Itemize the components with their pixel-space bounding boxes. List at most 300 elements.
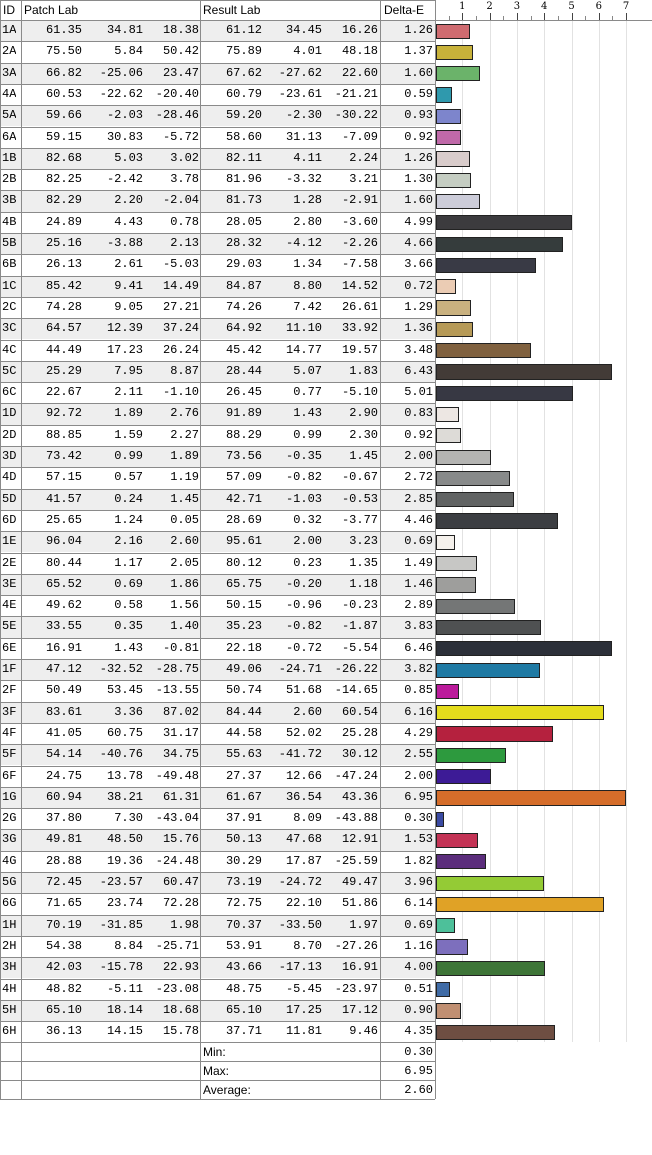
patch-lab-value: 15.76 — [162, 832, 199, 847]
summary-divider — [0, 1099, 435, 1100]
delta-e-value: 3.82 — [404, 662, 433, 676]
row-divider — [0, 680, 435, 681]
result-lab-value: -0.72 — [285, 640, 322, 655]
patch-lab-value: 1.98 — [170, 917, 199, 932]
row-divider — [0, 212, 435, 213]
row-divider — [0, 169, 435, 170]
patch-lab-value: 25.16 — [45, 236, 82, 250]
patch-lab-value: -24.48 — [155, 853, 199, 868]
row-divider — [0, 382, 435, 383]
result-lab-value: 16.26 — [341, 23, 378, 37]
summary-value: 0.30 — [404, 1045, 433, 1060]
row-divider — [0, 957, 435, 958]
delta-e-value: 0.69 — [404, 917, 433, 932]
row-id: 5C — [2, 363, 17, 378]
result-lab-value: 30.12 — [341, 747, 378, 762]
patch-lab-value: 2.11 — [114, 385, 143, 400]
result-lab-value: 1.45 — [349, 449, 378, 463]
row-divider — [0, 638, 435, 639]
result-lab-value: 60.54 — [341, 704, 378, 719]
result-lab-value: 1.28 — [293, 193, 322, 208]
patch-lab-value: 50.49 — [45, 683, 82, 698]
result-lab-value: 61.67 — [225, 789, 262, 804]
patch-lab-value: 59.15 — [45, 129, 82, 144]
patch-lab-value: 2.13 — [170, 236, 199, 250]
row-id: 4C — [2, 342, 17, 357]
delta-e-bar — [436, 769, 491, 784]
result-lab-value: 28.32 — [225, 236, 262, 250]
result-lab-value: 74.26 — [225, 299, 262, 314]
patch-lab-value: 26.24 — [162, 342, 199, 357]
gridline — [599, 20, 600, 1042]
result-lab-value: 2.24 — [349, 150, 378, 165]
delta-e-value: 4.29 — [404, 725, 433, 740]
result-lab-value: 22.18 — [225, 640, 262, 655]
result-lab-value: -41.72 — [278, 747, 322, 762]
patch-lab-value: 0.05 — [170, 512, 199, 527]
gridline — [572, 20, 573, 1042]
result-lab-value: 26.61 — [341, 299, 378, 314]
patch-lab-value: 59.66 — [45, 108, 82, 123]
delta-e-value: 1.60 — [404, 65, 433, 80]
result-lab-value: -7.09 — [341, 129, 378, 144]
row-id: 4D — [2, 470, 17, 485]
tick-mark — [544, 13, 545, 20]
row-divider — [0, 595, 435, 596]
row-id: 4F — [2, 725, 17, 740]
delta-e-bar — [436, 109, 461, 124]
result-lab-value: -26.22 — [334, 662, 378, 676]
patch-lab-value: 2.61 — [114, 257, 143, 272]
delta-e-bar — [436, 258, 536, 273]
row-id: 5G — [2, 875, 17, 889]
patch-lab-value: -2.04 — [162, 193, 199, 208]
patch-lab-value: 87.02 — [162, 704, 199, 719]
result-lab-value: -3.60 — [341, 214, 378, 229]
patch-lab-value: 22.93 — [162, 960, 199, 975]
result-lab-value: -43.88 — [334, 811, 378, 826]
patch-lab-value: 1.89 — [170, 449, 199, 463]
x-tick-label: 1 — [459, 1, 466, 12]
patch-lab-value: 83.61 — [45, 704, 82, 719]
result-lab-value: 0.77 — [293, 385, 322, 400]
tick-mark — [517, 13, 518, 20]
summary-label: Min: — [203, 1045, 226, 1060]
patch-lab-value: 60.94 — [45, 789, 82, 804]
row-id: 6B — [2, 257, 17, 272]
delta-e-bar — [436, 364, 612, 379]
result-lab-value: 1.18 — [349, 576, 378, 591]
row-id: 2A — [2, 44, 17, 59]
result-lab-value: 14.52 — [341, 278, 378, 293]
delta-e-value: 2.00 — [404, 768, 433, 783]
row-id: 2G — [2, 811, 17, 826]
row-id: 5H — [2, 1002, 17, 1017]
result-lab-value: 42.71 — [225, 491, 262, 506]
delta-e-bar — [436, 556, 477, 571]
row-id: 5D — [2, 491, 17, 506]
row-divider — [0, 425, 435, 426]
result-lab-value: 17.87 — [285, 853, 322, 868]
patch-lab-value: 74.28 — [45, 299, 82, 314]
delta-e-bar — [436, 939, 468, 954]
patch-lab-value: -0.81 — [162, 640, 199, 655]
patch-lab-value: -32.52 — [99, 662, 143, 676]
patch-lab-value: 18.14 — [106, 1002, 143, 1017]
delta-e-bar — [436, 641, 612, 656]
delta-e-value: 1.46 — [404, 576, 433, 591]
tick-mark — [572, 13, 573, 20]
patch-lab-value: -5.72 — [162, 129, 199, 144]
result-lab-value: 0.32 — [293, 512, 322, 527]
x-tick-label: 7 — [622, 1, 630, 12]
patch-lab-value: 60.75 — [106, 725, 143, 740]
patch-lab-value: 38.21 — [106, 789, 143, 804]
row-id: 6E — [2, 640, 17, 655]
result-lab-value: 88.29 — [225, 427, 262, 442]
row-id: 6F — [2, 768, 17, 783]
patch-lab-value: 75.50 — [45, 44, 82, 59]
row-id: 3F — [2, 704, 17, 719]
patch-lab-value: 31.17 — [162, 725, 199, 740]
delta-e-bar — [436, 492, 514, 507]
patch-lab-value: 82.29 — [45, 193, 82, 208]
result-lab-value: -5.45 — [285, 981, 322, 996]
summary-divider — [0, 1061, 435, 1062]
patch-lab-value: -15.78 — [99, 960, 143, 975]
patch-lab-value: 0.69 — [114, 576, 143, 591]
patch-lab-value: -28.75 — [155, 662, 199, 676]
patch-lab-value: 72.28 — [162, 896, 199, 911]
delta-e-value: 0.59 — [404, 86, 433, 101]
result-lab-value: -30.22 — [334, 108, 378, 123]
row-divider — [0, 851, 435, 852]
result-lab-value: 1.83 — [349, 363, 378, 378]
column-divider — [0, 0, 1, 1099]
delta-e-value: 4.46 — [404, 512, 433, 527]
delta-e-value: 2.89 — [404, 598, 433, 613]
delta-e-value: 1.53 — [404, 832, 433, 847]
result-lab-value: 5.07 — [293, 363, 322, 378]
patch-lab-value: 25.29 — [45, 363, 82, 378]
delta-e-bar — [436, 705, 604, 720]
delta-e-value: 2.00 — [404, 449, 433, 463]
patch-lab-value: 49.81 — [45, 832, 82, 847]
delta-e-value: 1.26 — [404, 23, 433, 37]
row-divider — [0, 105, 435, 106]
result-lab-value: 51.86 — [341, 896, 378, 911]
delta-e-bar — [436, 194, 480, 209]
result-lab-value: -0.82 — [285, 619, 322, 634]
result-lab-value: 45.42 — [225, 342, 262, 357]
result-lab-value: 22.60 — [341, 65, 378, 80]
row-id: 2D — [2, 427, 17, 442]
delta-e-bar — [436, 66, 480, 81]
patch-lab-value: 14.15 — [106, 1024, 143, 1039]
result-lab-value: 80.12 — [225, 555, 262, 570]
patch-lab-value: -23.57 — [99, 875, 143, 889]
result-lab-value: -7.58 — [341, 257, 378, 272]
result-lab-value: 84.87 — [225, 278, 262, 293]
patch-lab-value: 8.84 — [114, 938, 143, 953]
row-divider — [0, 254, 435, 255]
row-divider — [0, 659, 435, 660]
delta-e-bar — [436, 812, 444, 827]
delta-e-bar — [436, 684, 459, 699]
row-divider — [0, 829, 435, 830]
result-lab-value: 72.75 — [225, 896, 262, 911]
row-id: 2B — [2, 172, 17, 187]
patch-lab-value: 7.30 — [114, 811, 143, 826]
row-id: 4A — [2, 86, 17, 101]
patch-lab-value: 0.58 — [114, 598, 143, 613]
patch-lab-value: 9.41 — [114, 278, 143, 293]
row-divider — [0, 872, 435, 873]
delta-e-value: 1.30 — [404, 172, 433, 187]
row-id: 6D — [2, 512, 17, 527]
patch-lab-value: 0.57 — [114, 470, 143, 485]
row-id: 1B — [2, 150, 17, 165]
row-id: 5E — [2, 619, 17, 634]
row-divider — [0, 787, 435, 788]
result-lab-value: 0.23 — [293, 555, 322, 570]
patch-lab-value: -1.10 — [162, 385, 199, 400]
result-lab-value: 30.29 — [225, 853, 262, 868]
row-id: 1C — [2, 278, 17, 293]
row-divider — [0, 915, 435, 916]
header-patch-lab: Patch Lab — [24, 3, 79, 17]
column-divider — [200, 0, 201, 1099]
patch-lab-value: 0.78 — [170, 214, 199, 229]
delta-e-value: 3.66 — [404, 257, 433, 272]
delta-e-bar — [436, 322, 473, 337]
patch-lab-value: 1.86 — [170, 576, 199, 591]
patch-lab-value: 15.78 — [162, 1024, 199, 1039]
result-lab-value: 44.58 — [225, 725, 262, 740]
patch-lab-value: 18.38 — [162, 23, 199, 37]
row-id: 4G — [2, 853, 17, 868]
patch-lab-value: 1.89 — [114, 406, 143, 421]
row-id: 6G — [2, 896, 17, 911]
patch-lab-value: -5.11 — [106, 981, 143, 996]
result-lab-value: 60.79 — [225, 86, 262, 101]
patch-lab-value: 80.44 — [45, 555, 82, 570]
patch-lab-value: 65.10 — [45, 1002, 82, 1017]
result-lab-value: -0.67 — [341, 470, 378, 485]
result-lab-value: -1.03 — [285, 491, 322, 506]
result-lab-value: 43.36 — [341, 789, 378, 804]
result-lab-value: 34.45 — [285, 23, 322, 37]
tick-mark — [490, 13, 491, 20]
delta-e-value: 6.16 — [404, 704, 433, 719]
patch-lab-value: 49.62 — [45, 598, 82, 613]
row-id: 2F — [2, 683, 17, 698]
patch-lab-value: 25.65 — [45, 512, 82, 527]
result-lab-value: 35.23 — [225, 619, 262, 634]
row-divider — [0, 446, 435, 447]
x-tick-label: 5 — [568, 1, 575, 12]
patch-lab-value: 1.19 — [170, 470, 199, 485]
delta-e-bar — [436, 300, 471, 315]
result-lab-value: 31.13 — [285, 129, 322, 144]
result-lab-value: -23.97 — [334, 981, 378, 996]
delta-e-bar — [436, 918, 455, 933]
patch-lab-value: 9.05 — [114, 299, 143, 314]
delta-e-bar — [436, 599, 515, 614]
patch-lab-value: -49.48 — [155, 768, 199, 783]
delta-e-bar — [436, 215, 572, 230]
patch-lab-value: 3.36 — [114, 704, 143, 719]
delta-e-value: 4.35 — [404, 1024, 433, 1039]
result-lab-value: 64.92 — [225, 321, 262, 336]
delta-e-bar — [436, 790, 626, 805]
patch-lab-value: 27.21 — [162, 299, 199, 314]
delta-e-bar — [436, 386, 573, 401]
patch-lab-value: 41.57 — [45, 491, 82, 506]
row-divider — [0, 276, 435, 277]
delta-e-bar — [436, 1003, 461, 1018]
result-lab-value: 17.12 — [341, 1002, 378, 1017]
patch-lab-value: 82.68 — [45, 150, 82, 165]
result-lab-value: 3.21 — [349, 172, 378, 187]
row-id: 4H — [2, 981, 17, 996]
delta-e-value: 6.95 — [404, 789, 433, 804]
row-divider — [0, 41, 435, 42]
row-id: 3D — [2, 449, 17, 463]
result-lab-value: -24.71 — [278, 662, 322, 676]
patch-lab-value: 92.72 — [45, 406, 82, 421]
delta-e-bar — [436, 151, 470, 166]
patch-lab-value: -28.46 — [155, 108, 199, 123]
result-lab-value: 28.69 — [225, 512, 262, 527]
delta-e-value: 0.85 — [404, 683, 433, 698]
delta-e-bar — [436, 471, 510, 486]
tick-mark — [462, 13, 463, 20]
result-lab-value: 48.75 — [225, 981, 262, 996]
result-lab-value: 73.56 — [225, 449, 262, 463]
result-lab-value: -0.20 — [285, 576, 322, 591]
row-id: 2H — [2, 938, 17, 953]
x-tick-label: 2 — [486, 1, 493, 12]
delta-e-value: 4.00 — [404, 960, 433, 975]
result-lab-value: 12.91 — [341, 832, 378, 847]
result-lab-value: -14.65 — [334, 683, 378, 698]
delta-e-bar — [436, 1025, 555, 1040]
patch-lab-value: 2.05 — [170, 555, 199, 570]
result-lab-value: 33.92 — [341, 321, 378, 336]
patch-lab-value: 47.12 — [45, 662, 82, 676]
summary-divider — [0, 1080, 435, 1081]
result-lab-value: 58.60 — [225, 129, 262, 144]
result-lab-value: -0.82 — [285, 470, 322, 485]
result-lab-value: 2.30 — [349, 427, 378, 442]
x-tick-label: 3 — [513, 1, 521, 12]
row-divider — [0, 510, 435, 511]
patch-lab-value: 2.27 — [170, 427, 199, 442]
row-divider — [0, 318, 435, 319]
patch-lab-value: 12.39 — [106, 321, 143, 336]
result-lab-value: 11.81 — [285, 1024, 322, 1039]
patch-lab-value: 22.67 — [45, 385, 82, 400]
delta-e-bar — [436, 726, 553, 741]
delta-e-bar — [436, 45, 473, 60]
delta-e-value: 1.37 — [404, 44, 433, 59]
row-divider — [0, 553, 435, 554]
row-id: 1H — [2, 917, 17, 932]
row-id: 4E — [2, 598, 17, 613]
patch-lab-value: -43.04 — [155, 811, 199, 826]
result-lab-value: 49.06 — [225, 662, 262, 676]
result-lab-value: 81.96 — [225, 172, 262, 187]
patch-lab-value: 82.25 — [45, 172, 82, 187]
patch-lab-value: 42.03 — [45, 960, 82, 975]
tick-mark — [626, 13, 627, 20]
result-lab-value: 53.91 — [225, 938, 262, 953]
result-lab-value: 7.42 — [293, 299, 322, 314]
delta-e-bar — [436, 24, 470, 39]
row-divider — [0, 723, 435, 724]
result-lab-value: 1.35 — [349, 555, 378, 570]
result-lab-value: 8.09 — [293, 811, 322, 826]
row-id: 5F — [2, 747, 17, 762]
result-lab-value: -1.87 — [341, 619, 378, 634]
row-divider — [0, 1042, 435, 1043]
result-lab-value: 29.03 — [225, 257, 262, 272]
column-divider — [21, 0, 22, 1099]
result-lab-value: 2.00 — [293, 534, 322, 549]
patch-lab-value: -2.03 — [106, 108, 143, 123]
delta-e-value: 1.26 — [404, 150, 433, 165]
patch-lab-value: 28.88 — [45, 853, 82, 868]
delta-e-value: 0.93 — [404, 108, 433, 123]
delta-e-value: 2.72 — [404, 470, 433, 485]
summary-value: 6.95 — [404, 1064, 433, 1079]
row-divider — [0, 127, 435, 128]
patch-lab-value: 61.31 — [162, 789, 199, 804]
patch-lab-value: 1.24 — [114, 512, 143, 527]
row-divider — [0, 340, 435, 341]
patch-lab-value: 1.45 — [170, 491, 199, 506]
patch-lab-value: 3.02 — [170, 150, 199, 165]
result-lab-value: 49.47 — [341, 875, 378, 889]
patch-lab-value: 37.24 — [162, 321, 199, 336]
delta-e-bar — [436, 620, 541, 635]
row-divider — [0, 63, 435, 64]
patch-lab-value: 48.82 — [45, 981, 82, 996]
row-id: 2E — [2, 555, 17, 570]
row-id: 1A — [2, 23, 17, 37]
patch-lab-value: 23.47 — [162, 65, 199, 80]
row-divider — [0, 702, 435, 703]
result-lab-value: 84.44 — [225, 704, 262, 719]
result-lab-value: 73.19 — [225, 875, 262, 889]
row-id: 6H — [2, 1024, 17, 1039]
delta-e-value: 0.30 — [404, 811, 433, 826]
delta-e-value: 6.46 — [404, 640, 433, 655]
row-id: 1G — [2, 789, 17, 804]
patch-lab-value: -22.62 — [99, 86, 143, 101]
result-lab-value: 1.34 — [293, 257, 322, 272]
result-lab-value: 57.09 — [225, 470, 262, 485]
delta-e-value: 3.48 — [404, 342, 433, 357]
row-divider — [0, 233, 435, 234]
patch-lab-value: 50.42 — [162, 44, 199, 59]
patch-lab-value: 24.89 — [45, 214, 82, 229]
patch-lab-value: 85.42 — [45, 278, 82, 293]
patch-lab-value: -40.76 — [99, 747, 143, 762]
patch-lab-value: 33.55 — [45, 619, 82, 634]
row-divider — [0, 531, 435, 532]
